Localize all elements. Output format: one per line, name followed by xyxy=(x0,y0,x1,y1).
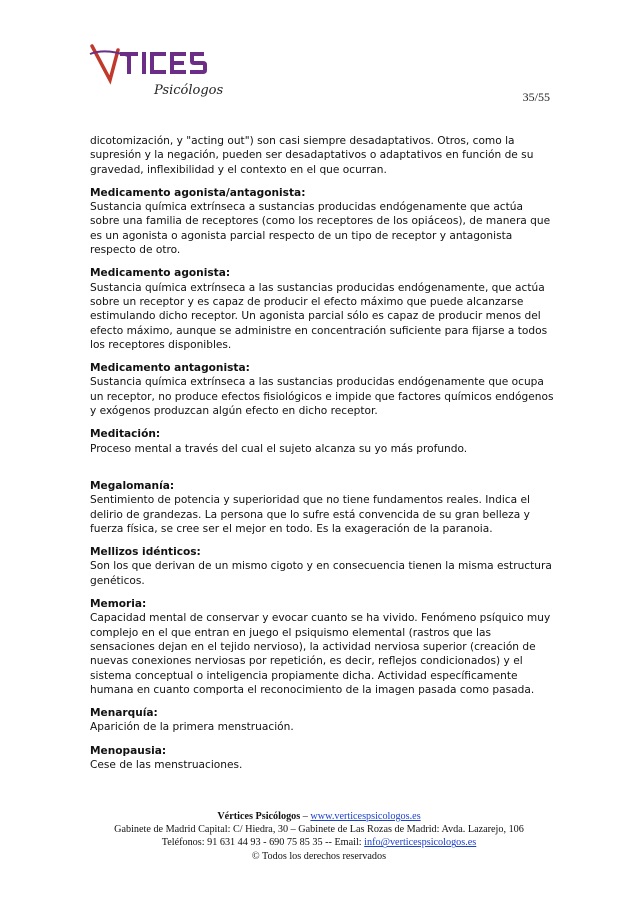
entry-term: Mellizos idénticos: xyxy=(90,546,201,559)
glossary-entry xyxy=(90,744,554,773)
footer-separator: – xyxy=(300,811,311,822)
glossary-entry xyxy=(90,266,554,352)
document-body xyxy=(90,134,554,781)
footer-brand-line xyxy=(80,810,558,823)
entry-definition: Son los que derivan de un mismo cigoto y en consecuencia tienen la misma estructura genéticos. xyxy=(90,560,552,587)
footer-phones: Teléfonos: 91 631 44 93 - 690 75 85 35 -- Email: xyxy=(161,837,365,849)
page-footer xyxy=(80,810,558,863)
glossary-entry xyxy=(90,361,554,418)
page-number: 35/55 xyxy=(522,90,550,104)
entry-definition: Sentimiento de potencia y superioridad que no tiene fundamentos reales. Indica el delirio de grandezas. La persona que lo sufre está convencida de su gran belleza y fuerza física, se cree ser el mejor en todo. Es la exageración de la paranoia. xyxy=(90,494,530,535)
footer-contact-line xyxy=(80,836,558,849)
footer-address: Gabinete de Madrid Capital: C/ Hiedra, 30 – Gabinete de Las Rozas de Madrid: Avda. Lazarejo, 106 xyxy=(114,824,524,836)
glossary-entry xyxy=(90,427,554,456)
logo-subtitle: Psicólogos xyxy=(154,83,224,98)
glossary-entry xyxy=(90,479,554,536)
entry-term: Meditación: xyxy=(90,428,161,441)
entry-definition: Cese de las menstruaciones. xyxy=(90,758,243,771)
glossary-entry xyxy=(90,545,554,588)
glossary-entry xyxy=(90,597,554,697)
entry-term: Menarquía: xyxy=(90,707,158,720)
entry-definition: Proceso mental a través del cual el sujeto alcanza su yo más profundo. xyxy=(90,442,468,455)
entry-definition: Aparición de la primera menstruación. xyxy=(90,721,294,734)
company-logo xyxy=(88,40,238,102)
entry-term: Medicamento antagonista: xyxy=(90,362,250,375)
glossary-entry xyxy=(90,186,554,257)
entry-definition: Sustancia química extrínseca a sustancias producidas endógenamente que actúa sobre una familia de receptores (como los receptores de los opiáceos), de manera que es un agonista o agonista parcial respecto de un tipo de receptor y antagonista respecto de otro. xyxy=(90,201,551,257)
email-link[interactable]: info@verticespsicologos.es xyxy=(364,837,477,849)
logo-mark-icon xyxy=(88,40,238,102)
glossary-entry xyxy=(90,706,554,735)
entry-term: Menopausia: xyxy=(90,744,167,757)
entry-term: Medicamento agonista/antagonista: xyxy=(90,186,306,199)
entry-term: Memoria: xyxy=(90,598,147,611)
entry-definition: Sustancia química extrínseca a las sustancias producidas endógenamente que ocupa un receptor, no produce efectos fisiológicos e impide que factores químicos endógenos y exógenos produzcan algún efecto en dicho receptor. xyxy=(90,376,554,418)
entry-definition: Sustancia química extrínseca a las sustancias producidas endógenamente, que actúa sobre un receptor y es capaz de producir el efecto máximo que puede alcanzarse estimulando dicho receptor. Un agonista parcial sólo es capaz de producir menos del efecto máximo, aunque se administre en concentración suficiente para fijarse a todos los receptores disponibles. xyxy=(90,281,548,351)
footer-brand: Vértices Psicólogos xyxy=(217,811,301,822)
entry-definition: Capacidad mental de conservar y evocar cuanto se ha vivido. Fenómeno psíquico muy complejo en el que entran en juego el psiquismo elemental (rastros que las sensaciones dejan en el tejido nervioso), la actividad nerviosa superior (creación de nuevas conexiones nerviosas por repetición, es decir, reflejos condicionados) y el sistema conceptual o inteligencia propiamente dicha. Actividad específicamente humana en cuanto comporta el reconocimiento de la imagen pasada como pasada. xyxy=(90,612,551,696)
website-link[interactable]: www.verticespsicologos.es xyxy=(310,811,421,822)
intro-paragraph: dicotomización, y "acting out") son casi siempre desadaptativos. Otros, como la supresión y la negación, pueden ser desadaptativos o adaptativos en función de su gravedad, inflexibilidad y el contexto en el que ocurran. xyxy=(90,135,534,176)
entry-term: Megalomanía: xyxy=(90,479,175,492)
footer-copyright: © Todos los derechos reservados xyxy=(251,850,387,862)
entry-term: Medicamento agonista: xyxy=(90,267,231,280)
